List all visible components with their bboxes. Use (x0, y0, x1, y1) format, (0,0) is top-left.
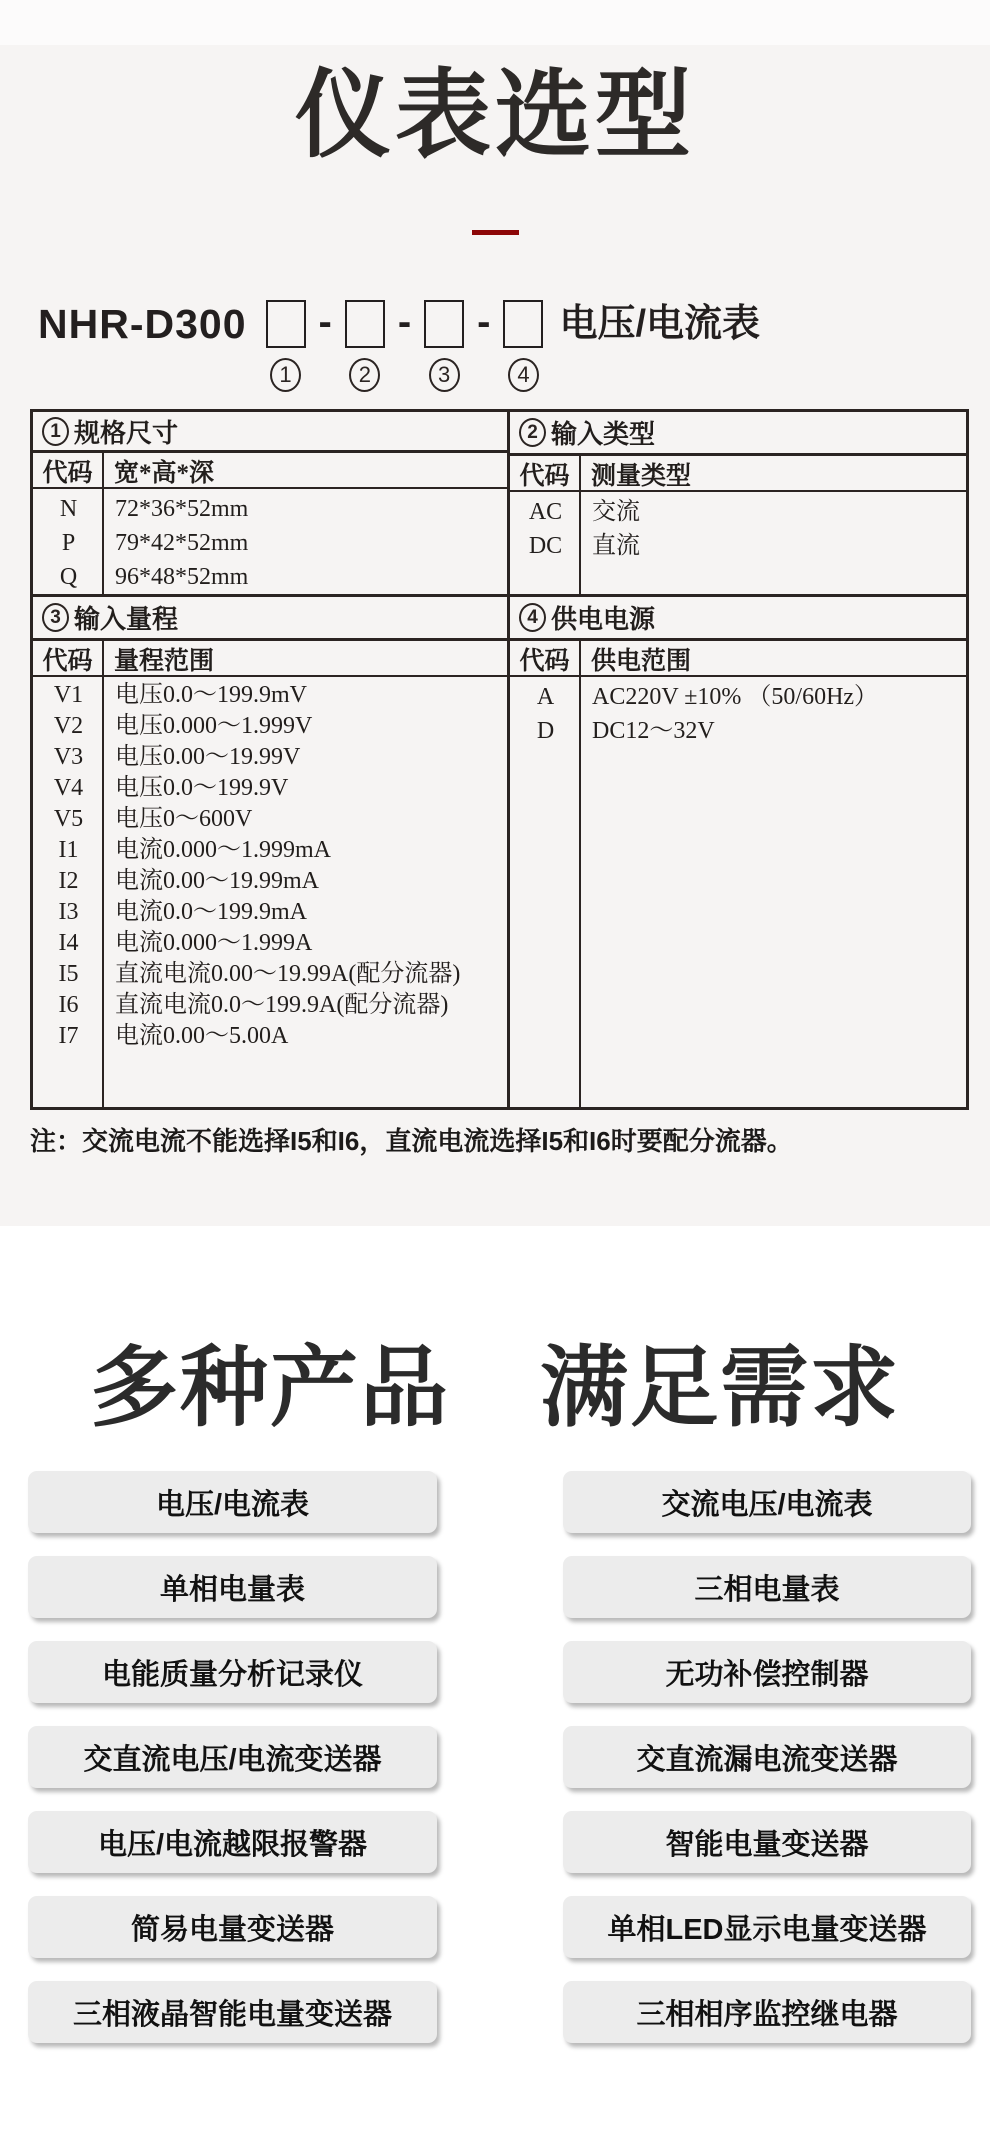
code-box (345, 300, 385, 348)
row-value: 直流电流0.00～19.99A(配分流器) (115, 961, 461, 987)
product-button[interactable]: 无功补偿控制器 (563, 1641, 971, 1703)
row-code: N (59, 496, 78, 522)
table-row (33, 711, 507, 742)
model-code-slot (345, 300, 385, 392)
products-heading: 多种产品 满足需求 (89, 1338, 900, 1437)
section-header (33, 412, 507, 453)
column-header-code: 代码 (33, 641, 104, 677)
row-code: Q (59, 564, 78, 590)
product-button[interactable]: 电能质量分析记录仪 (28, 1641, 437, 1703)
model-code-slot (266, 300, 306, 392)
product-button[interactable]: 智能电量变送器 (563, 1811, 971, 1873)
product-column-left (28, 1471, 437, 2043)
row-code: I1 (58, 837, 79, 863)
model-suffix: 电压/电流表 (559, 303, 761, 345)
circled-number-icon: 2 (519, 418, 546, 447)
table-section-size (33, 412, 510, 597)
table-section-input-range (33, 597, 510, 1107)
product-button[interactable]: 三相液晶智能电量变送器 (28, 1981, 437, 2043)
section-title: 输入量程 (74, 604, 179, 634)
product-button[interactable]: 单相电量表 (28, 1556, 437, 1618)
top-band (0, 0, 990, 45)
table-row (33, 680, 507, 711)
column-header-code: 代码 (33, 453, 104, 489)
product-button[interactable]: 交流电压/电流表 (563, 1471, 971, 1533)
product-column-right (563, 1471, 971, 2043)
model-code-position (385, 300, 464, 392)
section-subheader (510, 456, 966, 492)
table-row (33, 804, 507, 835)
row-value: 电流0.000～1.999A (115, 930, 313, 956)
code-box (503, 300, 543, 348)
circled-number-icon: 1 (42, 417, 69, 446)
section-subheader (33, 453, 507, 489)
page-title: 仪表选型 (295, 62, 695, 169)
dash-separator: - (318, 300, 332, 344)
product-button[interactable]: 三相相序监控继电器 (563, 1981, 971, 2043)
column-divider (102, 677, 104, 1107)
selection-note: 注：交流电流不能选择I5和I6，直流电流选择I5和I6时要配分流器。 (30, 1126, 793, 1156)
column-divider (579, 492, 581, 594)
table-row (33, 897, 507, 928)
table-section-input-type (510, 412, 966, 597)
dash-separator: - (477, 300, 491, 344)
row-code: I7 (58, 1023, 79, 1049)
section-header (510, 597, 966, 641)
row-value: 电流0.000～1.999mA (115, 837, 331, 863)
row-value: 电流0.00～19.99mA (115, 868, 319, 894)
circled-number-icon: 4 (508, 358, 539, 392)
products-section (0, 1226, 990, 2129)
table-row (33, 492, 507, 526)
row-value: 电压0.00～19.99V (115, 744, 301, 770)
column-header-desc: 供电范围 (591, 648, 692, 675)
circled-number-icon: 1 (270, 358, 301, 392)
circled-number-icon: 3 (42, 603, 69, 632)
product-button[interactable]: 单相LED显示电量变送器 (563, 1896, 971, 1958)
table-row (33, 560, 507, 594)
column-divider (579, 677, 581, 1107)
row-value: 电流0.0～199.9mA (115, 899, 307, 925)
product-button[interactable]: 三相电量表 (563, 1556, 971, 1618)
row-code: I3 (58, 899, 79, 925)
row-code: V3 (53, 744, 84, 770)
table-row (33, 773, 507, 804)
product-button[interactable]: 电压/电流表 (28, 1471, 437, 1533)
title-accent-divider (472, 230, 519, 235)
product-button[interactable]: 电压/电流越限报警器 (28, 1811, 437, 1873)
section-subheader (33, 641, 507, 677)
row-code: I4 (58, 930, 79, 956)
section-title: 输入类型 (551, 419, 656, 449)
column-header-code: 代码 (510, 641, 581, 677)
section-rows (33, 677, 507, 1107)
table-row (33, 959, 507, 990)
row-code: DC (528, 533, 563, 559)
table-row (33, 835, 507, 866)
section-rows (510, 492, 966, 594)
table-row (33, 928, 507, 959)
column-header-code: 代码 (510, 456, 581, 492)
model-code-boxes (253, 300, 544, 392)
table-section-power-supply (510, 597, 966, 1107)
code-box (266, 300, 306, 348)
table-row (33, 866, 507, 897)
section-title: 规格尺寸 (74, 417, 179, 448)
row-value: 交流 (592, 499, 640, 525)
row-value: 电流0.00～5.00A (115, 1023, 289, 1049)
row-value: 直流电流0.0～199.9A(配分流器) (115, 992, 449, 1018)
row-code: V5 (53, 806, 84, 832)
row-code: D (536, 718, 555, 744)
table-row (33, 1021, 507, 1052)
model-code-slot (503, 300, 543, 392)
row-value: 电压0.0～199.9mV (115, 682, 307, 708)
row-value: 72*36*52mm (115, 496, 249, 522)
table-row (33, 742, 507, 773)
table-row (33, 990, 507, 1021)
row-code: I6 (58, 992, 79, 1018)
section-rows (510, 677, 966, 1107)
section-header (510, 412, 966, 456)
model-code-line (38, 300, 990, 392)
row-value: 直流 (592, 533, 640, 559)
column-header-desc: 测量类型 (591, 463, 692, 490)
section-title: 供电电源 (551, 604, 656, 634)
row-code: P (61, 530, 76, 556)
row-value: 电压0.000～1.999V (115, 713, 313, 739)
row-value: DC12～32V (592, 718, 715, 744)
product-button[interactable]: 简易电量变送器 (28, 1896, 437, 1958)
model-code-position (253, 300, 306, 392)
product-button[interactable]: 交直流漏电流变送器 (563, 1726, 971, 1788)
selection-guide-section (0, 45, 990, 1226)
row-value: AC220V ±10% （50/60Hz） (592, 684, 879, 710)
row-code: I5 (58, 961, 79, 987)
product-button[interactable]: 交直流电压/电流变送器 (28, 1726, 437, 1788)
section-rows (33, 489, 507, 594)
row-value: 79*42*52mm (115, 530, 249, 556)
product-columns (28, 1471, 990, 2043)
row-code: V4 (53, 775, 84, 801)
row-value: 96*48*52mm (115, 564, 249, 590)
model-code-position (306, 300, 385, 392)
circled-number-icon: 2 (349, 358, 380, 392)
section-subheader (510, 641, 966, 677)
model-code-slot (424, 300, 464, 392)
circled-number-icon: 3 (429, 358, 460, 392)
row-code: I2 (58, 868, 79, 894)
row-code: AC (528, 499, 563, 525)
dash-separator: - (397, 300, 412, 344)
selection-table (30, 409, 969, 1110)
column-header-desc: 量程范围 (114, 648, 215, 675)
row-code: V2 (53, 713, 84, 739)
model-code-position (464, 300, 543, 392)
row-code: A (536, 684, 555, 710)
code-box (424, 300, 464, 348)
section-header (33, 597, 507, 641)
column-divider (102, 489, 104, 594)
model-prefix: NHR-D300 (38, 301, 247, 347)
row-value: 电压0～600V (115, 806, 253, 832)
table-row (33, 526, 507, 560)
row-value: 电压0.0～199.9V (115, 775, 289, 801)
row-code: V1 (53, 682, 84, 708)
circled-number-icon: 4 (519, 603, 546, 632)
column-header-desc: 宽*高*深 (114, 460, 215, 487)
